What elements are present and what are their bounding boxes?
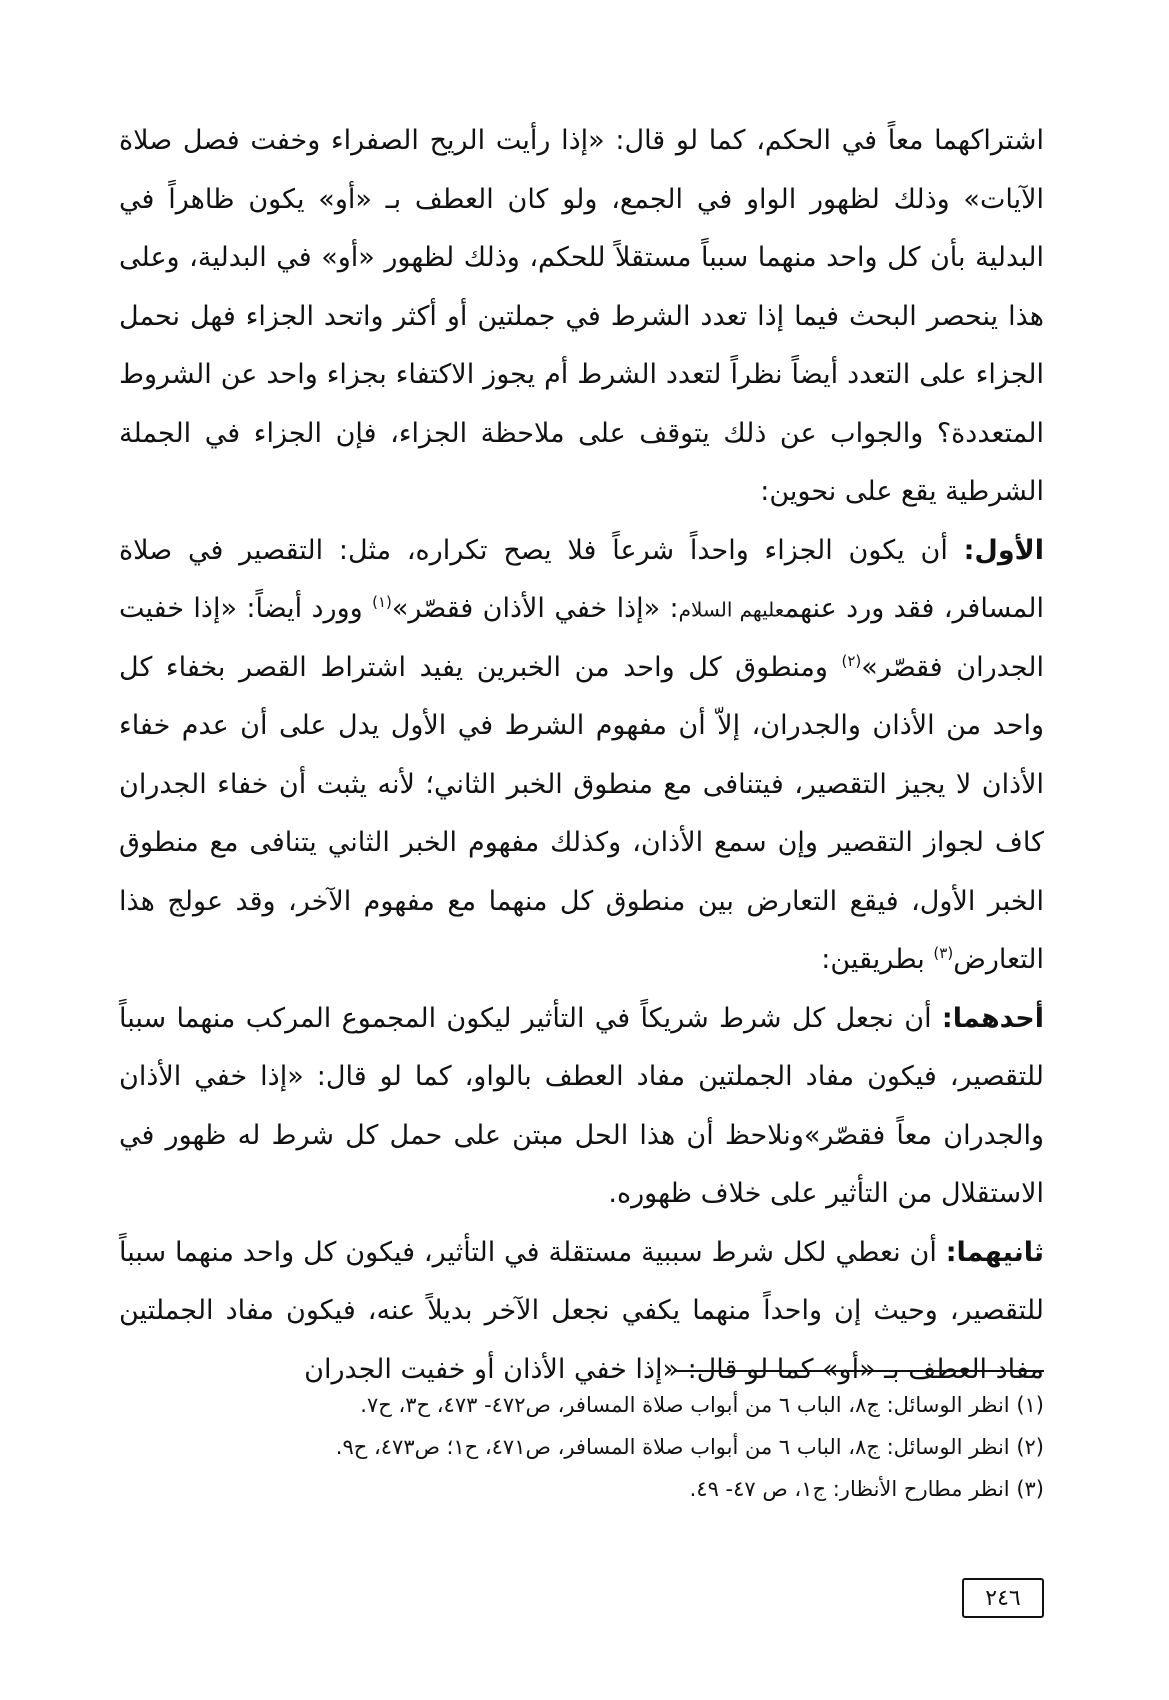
footnote-marker[interactable]: (١) <box>372 593 392 611</box>
paragraph-intro: اشتراكهما معاً في الحكم، كما لو قال: «إذا رأيت الريح الصفراء وخفت فصل صلاة الآيات» وذلك لظهور الواو في الجمع، ولو كان العطف بـ «أو» يكون ظاهراً في البدلية بأن كل واحد منهما سبباً مستقلاً للحكم، وذلك لظهور «أو» في البدلية، وعلى هذا ينحصر البحث فيما إذا تعدد الشرط في جملتين أو أكثر واتحد الجزاء فهل نحمل الجزاء على التعدد أيضاً نظراً لتعدد الشرط أم يجوز الاكتفاء بجزاء واحد عن الشروط المتعددة؟ والجواب عن ذلك يتوقف على ملاحظة الجزاء، فإن الجزاء في الجملة الشرطية يقع على نحوين: <box>119 125 1044 507</box>
salutation-glyph: عليهم السلام <box>678 597 785 622</box>
paragraph-first-case <box>119 522 1044 990</box>
text-run: ومنطوق كل واحد من الخبرين يفيد اشتراط القصر بخفاء كل واحد من الأذان والجدران، إلاّ أن مفهوم الشرط في الأول يدل على أن عدم خفاء الأذان لا يجيز التقصير، فيتنافى مع منطوق الخبر الثاني؛ لأنه يثبت أن خفاء الجدران كاف لجواز التقصير وإن سمع الأذان، وكذلك مفهوم الخبر الثاني يتنافى مع منطوق الخبر الأول، فيقع التعارض بين منطوق كل منهما مع مفهوم الآخر، وقد عولج هذا التعارض <box>119 651 1044 976</box>
paragraph-solution-one <box>119 990 1044 1224</box>
text-run: أن نجعل كل شرط شريكاً في التأثير ليكون المجموع المركب منهما سبباً للتقصير، فيكون مفاد الجملتين مفاد العطف بالواو، كما لو قال: «إذا خفي الأذان والجدران معاً فقصّر»ونلاحظ أن هذا الحل مبتن على حمل كل شرط له ظهور في الاستقلال من التأثير على خلاف ظهوره. <box>119 1002 1044 1210</box>
text-run: بطريقين: <box>821 944 934 976</box>
footnote-marker[interactable]: (٣) <box>933 944 954 963</box>
paragraph-solution-two <box>119 1224 1044 1400</box>
text-run: : «إذا خفي الأذان فقصّر» <box>391 593 679 624</box>
text-run: وورد أيضاً: «إذا خفيت الجدران فقصّر» <box>119 593 1044 683</box>
paragraph-lead: أحدهما: <box>941 1002 1044 1034</box>
footnotes <box>119 1384 1044 1510</box>
footnote-marker[interactable]: (٢) <box>841 651 862 670</box>
footnote: (٢) انظر الوسائل: ج٨، الباب ٦ من أبواب صلاة المسافر، ص٤٧١، ح١؛ ص٤٧٣، ح٩. <box>335 1435 1044 1459</box>
page-number: ٢٤٦ <box>962 1578 1044 1618</box>
paragraph-lead: ثانيهما: <box>945 1236 1044 1268</box>
text-run: أن يكون الجزاء واحداً شرعاً فلا يصح تكراره، مثل: التقصير في صلاة المسافر، فقد ورد عنهم <box>119 534 1044 624</box>
paragraph-lead: الأول: <box>963 534 1044 566</box>
footnote: (١) انظر الوسائل: ج٨، الباب ٦ من أبواب صلاة المسافر، ص٤٧٢- ٤٧٣، ح٣، ح٧. <box>360 1393 1044 1417</box>
footnote-divider <box>674 1370 1044 1372</box>
footnote: (٣) انظر مطارح الأنظار: ج١، ص ٤٧- ٤٩. <box>689 1477 1044 1501</box>
text-run: أن نعطي لكل شرط سببية مستقلة في التأثير، فيكون كل واحد منهما سبباً للتقصير، وحيث إن واحداً منهما يكفي نجعل الآخر بديلاً عنه، فيكون مفاد الجملتين مفاد العطف بـ «أو» كما لو قال: «إذا خفي الأذان أو خفيت الجدران <box>119 1236 1044 1385</box>
main-text <box>119 112 1044 1399</box>
